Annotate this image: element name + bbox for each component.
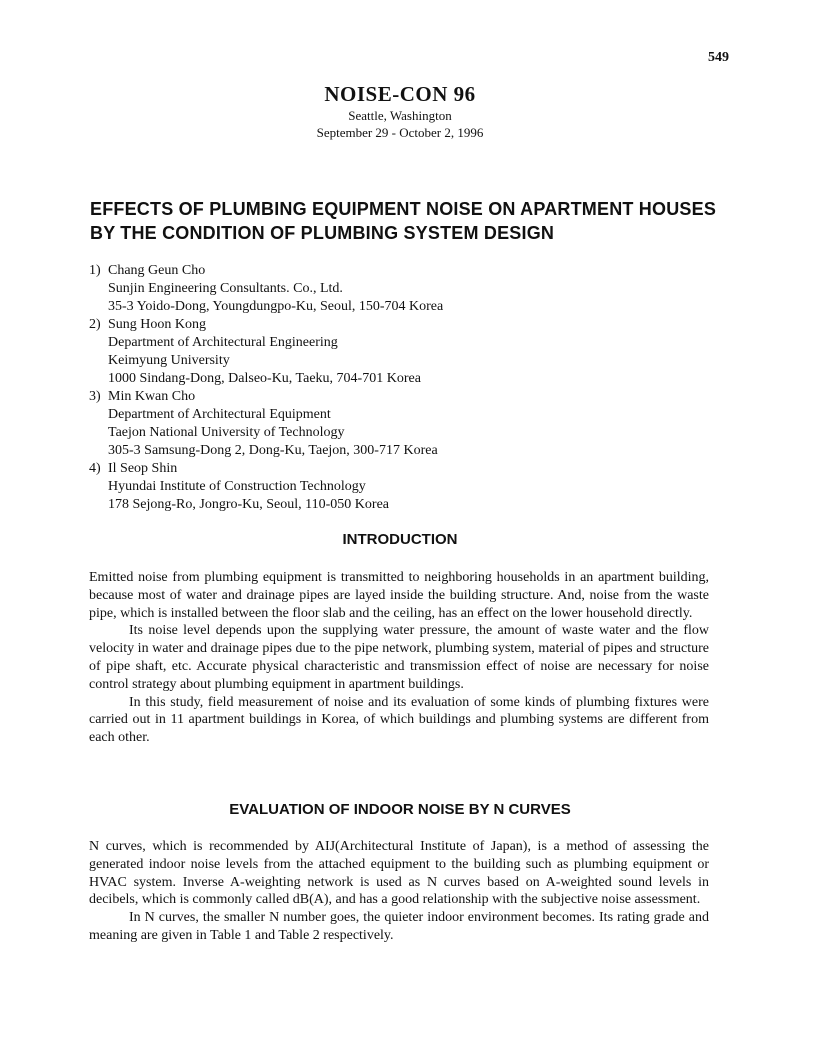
conference-name: NOISE-CON 96 bbox=[324, 82, 476, 106]
paragraph: In this study, field measurement of noise and its evaluation of some kinds of plumbing fixtures were carried out in 11 apartment buildings in Korea, of which buildings and plumbing systems are different from each other. bbox=[89, 694, 709, 746]
conference-dates: September 29 - October 2, 1996 bbox=[316, 125, 484, 140]
paragraph: Its noise level depends upon the supplying water pressure, the amount of waste water and the flow velocity in water and drainage pipes due to the pipe network, plumbing system, material of pipes and structure of pipe shaft, etc. Accurate physical characteristic and transmission effect of noise are necessary for noise control strategy about plumbing equipment in apartment buildings. bbox=[89, 623, 709, 692]
author-affiliation-line: Sunjin Engineering Consultants. Co., Ltd. bbox=[108, 281, 343, 296]
paragraph: In N curves, the smaller N number goes, the quieter indoor environment becomes. Its rating grade and meaning are given in Table 1 and Table 2 respectively. bbox=[89, 910, 709, 943]
author-affiliation-line: Taejon National University of Technology bbox=[108, 425, 345, 440]
author-name: Chang Geun Cho bbox=[108, 263, 206, 278]
paragraph: N curves, which is recommended by AIJ(Architectural Institute of Japan), is a method of assessing the generated indoor noise levels from the attached equipment to the building such as plumbing equipment or HVAC system. Inverse A-weighting network is used as N curves based on A-weighted sound levels in decibels, which is commonly called dB(A), and has a good relationship with the subjective noise assessment. bbox=[89, 839, 709, 908]
author-number: 3) bbox=[89, 389, 101, 404]
section-heading-introduction: INTRODUCTION bbox=[342, 531, 458, 548]
paper-title: EFFECTS OF PLUMBING EQUIPMENT NOISE ON APARTMENT HOUSES BY THE CONDITION OF PLUMBING SYSTEM DESIGN bbox=[90, 199, 717, 243]
author-entry bbox=[89, 316, 729, 388]
introduction-body bbox=[89, 569, 709, 747]
author-entry bbox=[89, 460, 729, 514]
author-affiliation-line: Hyundai Institute of Construction Technology bbox=[108, 479, 366, 494]
paragraph: Emitted noise from plumbing equipment is transmitted to neighboring households in an apartment building, because most of water and drainage pipes are layed inside the building structure. And, noise from the waste pipe, which is installed between the floor slab and the ceiling, has an effect on the lower household directly. bbox=[89, 570, 709, 621]
page-number: 549 bbox=[708, 50, 729, 65]
author-affiliation-line: Department of Architectural Equipment bbox=[108, 407, 331, 422]
author-name: Min Kwan Cho bbox=[108, 389, 196, 404]
author-name: Sung Hoon Kong bbox=[108, 317, 207, 332]
author-affiliation-line: 178 Sejong-Ro, Jongro-Ku, Seoul, 110-050 Korea bbox=[108, 497, 390, 512]
author-affiliation-line: 35-3 Yoido-Dong, Youngdungpo-Ku, Seoul, 150-704 Korea bbox=[108, 299, 444, 314]
author-number: 1) bbox=[89, 263, 101, 278]
evaluation-body bbox=[89, 838, 709, 945]
section-heading-evaluation: EVALUATION OF INDOOR NOISE BY N CURVES bbox=[229, 801, 571, 818]
author-list bbox=[89, 262, 729, 514]
author-entry bbox=[89, 388, 729, 460]
author-affiliation-line: Keimyung University bbox=[108, 353, 230, 368]
author-number: 4) bbox=[89, 461, 101, 476]
author-affiliation-line: 1000 Sindang-Dong, Dalseo-Ku, Taeku, 704-701 Korea bbox=[108, 371, 421, 386]
conference-header bbox=[0, 82, 800, 141]
author-number: 2) bbox=[89, 317, 101, 332]
author-entry bbox=[89, 262, 729, 316]
author-name: Il Seop Shin bbox=[108, 461, 178, 476]
author-affiliation-line: 305-3 Samsung-Dong 2, Dong-Ku, Taejon, 300-717 Korea bbox=[108, 443, 438, 458]
conference-location: Seattle, Washington bbox=[348, 108, 452, 123]
author-affiliation-line: Department of Architectural Engineering bbox=[108, 335, 338, 350]
